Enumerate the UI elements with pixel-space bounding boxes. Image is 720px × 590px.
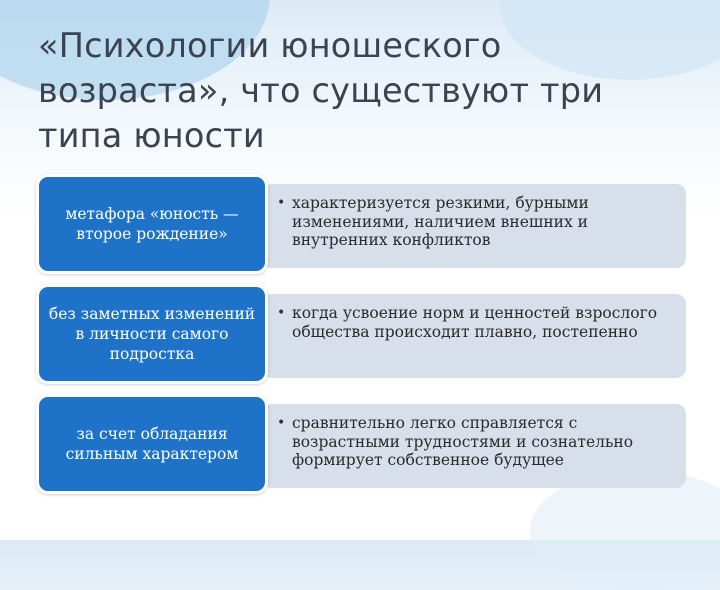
title-line-2: возраста», что существуют три [38, 71, 604, 110]
youth-type-3-label [36, 394, 268, 494]
youth-type-2-description-box [262, 294, 686, 378]
bullet-icon: • [277, 415, 286, 431]
youth-type-1-description: характеризуется резкими, бурными изменениями, наличием внешних и внутренних конфликтов [292, 194, 589, 249]
youth-type-2-label-text: без заметных изменений в личности самого подростка [48, 305, 256, 363]
youth-type-2-description: когда усвоение норм и ценностей взрослого общества происходит плавно, постепенно [292, 304, 658, 341]
slide-title [38, 0, 698, 158]
youth-type-row-3 [36, 394, 686, 494]
bullet-icon: • [277, 305, 286, 321]
title-line-1: «Психологии юношеского [38, 26, 502, 65]
youth-type-3-label-text: за счет обладания сильным характером [65, 425, 239, 463]
title-line-3: типа юности [38, 116, 265, 155]
youth-type-row-1 [36, 174, 686, 274]
youth-type-3-description: сравнительно легко справляется с возрастными трудностями и сознательно формирует собственное будущее [292, 414, 634, 469]
youth-type-1-label [36, 174, 268, 274]
youth-type-1-description-box [262, 184, 686, 268]
youth-type-row-2 [36, 284, 686, 384]
youth-type-2-label [36, 284, 268, 384]
youth-type-3-description-box [262, 404, 686, 488]
youth-type-1-label-text: метафора «юность — второе рождение» [65, 205, 239, 243]
bullet-icon: • [277, 195, 286, 211]
title-line-cut-off [38, 0, 698, 23]
